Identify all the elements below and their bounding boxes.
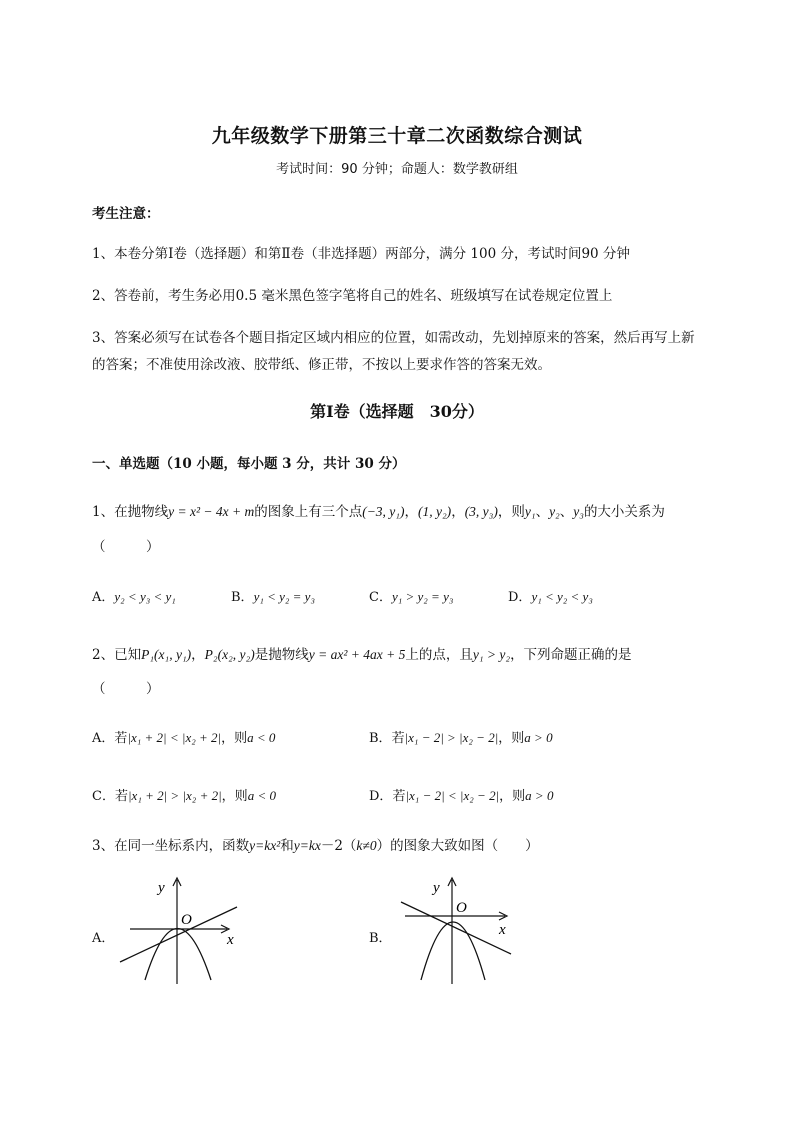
q2-cond: y₁ > y₂ [472, 647, 511, 662]
q2-option-a-cond: |x₁ + 2| < |x₂ + 2| [127, 730, 222, 745]
q1-point-3: (3, y₃) [464, 504, 498, 519]
q2-blank: （ ） [92, 681, 160, 697]
q1-lead: 1、在抛物线 [92, 504, 169, 520]
q1-option-d-label: D． [508, 590, 532, 605]
question-2-stem: 2、已知P₁(x₁, y₁)，P₂(x₂, y₂)是抛物线y = ax² + 4ax + 5上的点，且y₁ > y₂，下列命题正确的是 [92, 647, 632, 663]
q2-option-b[interactable] [369, 727, 553, 746]
parabola-curve [145, 929, 211, 981]
q1-var-1: y₁ [524, 504, 536, 519]
q2-end: ，下列命题正确的是 [510, 647, 632, 663]
y-axis-label: y [158, 880, 165, 896]
q2-option-c-pre: 若 [114, 789, 128, 804]
q1-option-c[interactable] [369, 586, 453, 605]
notice-item-2: 2、答卷前，考生务必用0.5 毫米黑色签字笔将自己的姓名、班级填写在试卷规定位置上 [92, 288, 613, 304]
q2-mid: 是抛物线 [254, 647, 309, 663]
q3-and: 和 [280, 838, 294, 854]
q1-option-b-label: B． [231, 590, 254, 605]
q1-end: 的大小关系为 [583, 504, 665, 520]
q2-option-c-post: ，则 [221, 789, 248, 804]
question-1-stem: 1、在抛物线y = x² − 4x + m的图象上有三个点(−3, y₁)，(1, y₂)，(3, y₃)，则y₁、y₂、y₃的大小关系为 [92, 504, 665, 520]
x-axis-label: x [499, 922, 506, 938]
notice-item-3-cont: 的答案；不准使用涂改液、胶带纸、修正带，不按以上要求作答的答案无效。 [92, 357, 551, 373]
q1-mid: 的图象上有三个点 [254, 504, 363, 520]
q1-option-a[interactable] [92, 586, 176, 605]
question-3-stem [92, 834, 539, 854]
q3-option-a-label[interactable]: A． [92, 931, 115, 946]
q2-p1: P₁(x₁, y₁) [141, 647, 192, 662]
q1-point-1: (−3, y₁) [362, 504, 405, 519]
q1-option-d[interactable] [508, 586, 593, 605]
q1-option-d-text: y₁ < y₂ < y₃ [531, 589, 593, 604]
q1-option-b[interactable] [231, 586, 315, 605]
exam-info: 考试时间：90 分钟；命题人：数学教研组 [276, 162, 518, 177]
q2-option-a-label: A． [92, 731, 115, 746]
q3-graph-b[interactable] [393, 872, 523, 990]
q2-option-c[interactable] [92, 785, 276, 804]
q2-option-d-label: D． [369, 789, 393, 804]
q1-point-2: (1, y₂) [418, 504, 452, 519]
q3-end: ）的图象大致如图（ ） [376, 838, 539, 854]
q1-option-c-text: y₁ > y₂ = y₃ [391, 589, 454, 604]
q3-option-b-label[interactable]: B． [369, 931, 392, 946]
q2-option-c-res: a < 0 [247, 788, 276, 803]
q2-option-a-res: a < 0 [247, 730, 276, 745]
q1-tail: ，则 [497, 504, 525, 520]
x-axis-label: x [227, 932, 234, 948]
q2-option-b-post: ，则 [498, 731, 525, 746]
q2-option-b-res: a > 0 [524, 730, 553, 745]
q1-expr: y = x² − 4x + m [168, 504, 255, 519]
line-graph [120, 907, 237, 962]
q2-option-b-cond: |x₁ − 2| > |x₂ − 2| [404, 730, 499, 745]
page-title: 九年级数学下册第三十章二次函数综合测试 [211, 125, 583, 147]
q2-option-c-label: C． [92, 789, 115, 804]
q2-mid2: 上的点，且 [405, 647, 473, 663]
q2-option-d-cond: |x₁ − 2| < |x₂ − 2| [405, 788, 500, 803]
q3-graph-a[interactable] [115, 872, 245, 990]
q2-option-a-post: ，则 [221, 731, 248, 746]
q3-f2tail: －2（ [320, 838, 357, 854]
q2-option-d-res: a > 0 [525, 788, 554, 803]
q3-f1: y=kx² [249, 838, 281, 853]
y-axis-label: y [433, 880, 440, 896]
q2-option-d-pre: 若 [392, 789, 406, 804]
origin-label: O [181, 912, 192, 928]
q1-var-3: y₃ [573, 504, 584, 519]
notice-item-1: 1、本卷分第Ⅰ卷（选择题）和第Ⅱ卷（非选择题）两部分，满分 100 分，考试时间90 分钟 [92, 246, 630, 262]
parabola-curve [421, 922, 485, 980]
notice-heading: 考生注意： [92, 206, 160, 222]
origin-label: O [456, 900, 467, 916]
notice-item-3: 3、答案必须写在试卷各个题目指定区域内相应的位置，如需改动，先划掉原来的答案，然后再写上新 [92, 330, 695, 346]
q1-option-b-text: y₁ < y₂ = y₃ [253, 589, 315, 604]
q1-var-2: y₂ [549, 504, 560, 519]
q2-option-a[interactable] [92, 727, 275, 746]
section-title: 第Ⅰ卷（选择题 30分） [310, 402, 484, 421]
q2-option-b-label: B． [369, 731, 392, 746]
q2-p2: P₂(x₂, y₂) [204, 647, 255, 662]
q1-blank: （ ） [92, 539, 160, 555]
q1-option-a-label: A． [92, 590, 115, 605]
q2-option-d[interactable] [369, 785, 553, 804]
q1-option-c-label: C． [369, 590, 392, 605]
q2-expr: y = ax² + 4ax + 5 [308, 647, 406, 662]
q1-option-a-text: y₂ < y₃ < y₁ [114, 589, 176, 604]
part-heading: 一、单选题（10 小题，每小题 3 分，共计 30 分） [92, 456, 406, 472]
q2-option-c-cond: |x₁ + 2| > |x₂ + 2| [127, 788, 222, 803]
q3-lead: 3、在同一坐标系内，函数 [92, 838, 250, 854]
q2-option-a-pre: 若 [114, 731, 128, 746]
q2-lead: 2、已知 [92, 647, 142, 663]
q3-kcond: k≠0 [356, 838, 377, 853]
q2-option-b-pre: 若 [391, 731, 405, 746]
q2-option-d-post: ，则 [499, 789, 526, 804]
q3-f2: y=kx [293, 838, 321, 853]
